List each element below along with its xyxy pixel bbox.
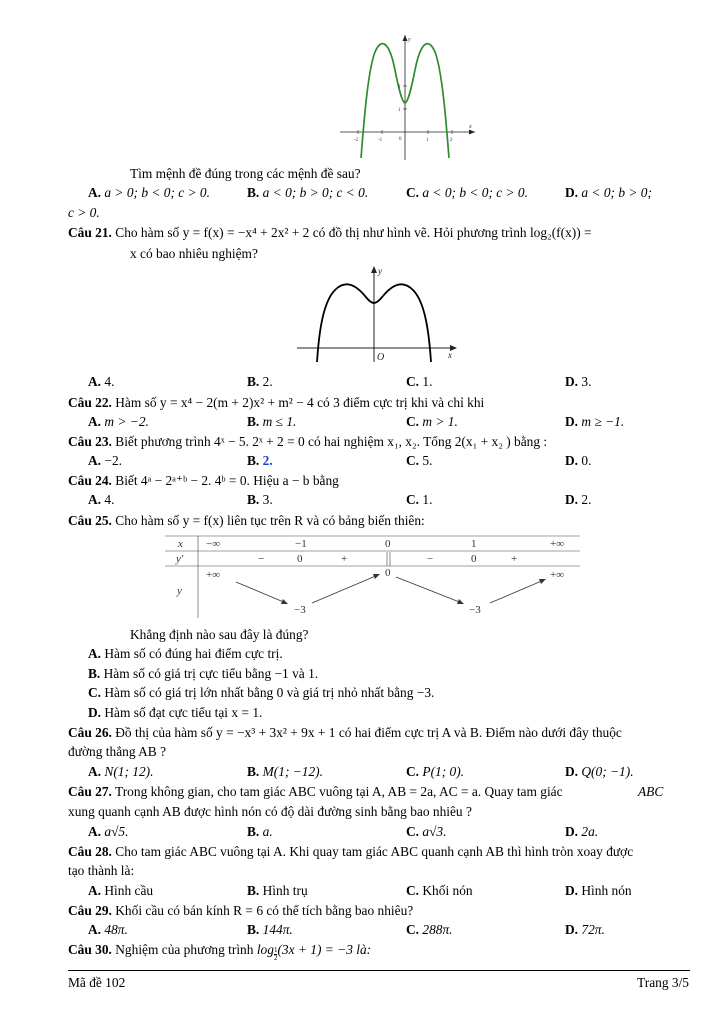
- option-text: −2.: [104, 453, 122, 468]
- option-text: 4.: [104, 492, 115, 507]
- option-letter: D.: [565, 185, 579, 200]
- arrow-head: [539, 579, 546, 584]
- option-letter: D.: [565, 414, 579, 429]
- q26-text: Đồ thị của hàm số y = −x³ + 3x² + 9x + 1 có hai điểm cực trị A và B. Điểm nào dưới đây thuộc: [115, 725, 622, 740]
- q28-line1: [68, 844, 633, 860]
- x-minus-1: −1: [295, 538, 307, 550]
- option-letter: D.: [565, 374, 579, 389]
- question-label: Câu 21.: [68, 225, 112, 240]
- option-text: 5.: [422, 453, 433, 468]
- y-min-left: −3: [294, 604, 306, 616]
- q26-option-c: [406, 764, 464, 780]
- option-text: a > 0; b < 0; c > 0.: [104, 185, 210, 200]
- option-letter: C.: [406, 414, 420, 429]
- q27-option-d: [565, 824, 598, 840]
- q29-option-b: [247, 922, 293, 938]
- footer-rule: [68, 970, 690, 971]
- q27-text: Trong không gian, cho tam giác ABC vuông tại A, AB = 2a, AC = a. Quay tam giác: [115, 784, 563, 799]
- q22-option-b: [247, 414, 296, 430]
- option-letter: B.: [247, 883, 260, 898]
- option-letter: B.: [247, 414, 260, 429]
- option-letter: C.: [406, 824, 420, 839]
- q24-option-d: [565, 492, 591, 508]
- option-letter: B.: [247, 764, 260, 779]
- q28-option-b: [247, 883, 308, 899]
- q23-text: Biết phương trình 4ˣ − 5. 2ˣ + 2 = 0 có hai nghiệm x₁, x₂. Tổng 2(x₁ + x₂ ) bằng :: [115, 434, 548, 449]
- option-letter: D.: [88, 705, 102, 720]
- q25-option-b: [88, 666, 318, 682]
- option-text: 1.: [422, 492, 433, 507]
- option-text: Hàm số có đúng hai điểm cực trị.: [104, 646, 283, 661]
- option-letter: B.: [247, 492, 260, 507]
- question-label: Câu 24.: [68, 473, 112, 488]
- quartic-graph-2: [295, 262, 465, 364]
- y-axis-arrow: [403, 35, 408, 41]
- q27-option-c: [406, 824, 446, 840]
- option-text: 2a.: [581, 824, 599, 839]
- q26-line2: đường thẳng AB ?: [68, 744, 167, 759]
- q22-option-d: [565, 414, 624, 430]
- q20-option-b: [247, 185, 368, 201]
- q27-line1: [68, 784, 563, 800]
- sign-3: +: [341, 553, 348, 565]
- x-pos-inf: +∞: [550, 538, 565, 550]
- q21-line1: [68, 225, 592, 241]
- x-zero: 0: [385, 538, 391, 550]
- option-letter: D.: [565, 922, 579, 937]
- option-text: Hình nón: [581, 883, 632, 898]
- option-letter: C.: [406, 374, 420, 389]
- option-text: N(1; 12).: [104, 764, 154, 779]
- question-label: Câu 29.: [68, 903, 112, 918]
- option-letter: A.: [88, 764, 102, 779]
- question-label: Câu 27.: [68, 784, 112, 799]
- q30-log: log: [256, 942, 274, 957]
- sign-1: −: [258, 553, 265, 565]
- q26-option-b: [247, 764, 323, 780]
- q29-option-d: [565, 922, 605, 938]
- q30-base-num: 1: [273, 946, 278, 954]
- arrow-down-1: [236, 582, 286, 603]
- q29-option-c: [406, 922, 453, 938]
- option-text: 72π.: [581, 922, 605, 937]
- g1-xtick-m1: -1: [378, 138, 383, 143]
- q22-option-a: [88, 414, 149, 430]
- q26-option-d: [565, 764, 634, 780]
- q25-text: Cho hàm số y = f(x) liên tục trên R và có bảng biến thiên:: [115, 513, 425, 528]
- arrow-head: [457, 599, 464, 604]
- option-letter: C.: [406, 492, 420, 507]
- option-text: 3.: [262, 492, 273, 507]
- q24-text: Biết 4ᵃ − 2ᵃ⁺ᵇ − 2. 4ᵇ = 0. Hiệu a − b bằng: [115, 473, 339, 488]
- q26-line1: [68, 725, 622, 741]
- option-letter: C.: [406, 883, 420, 898]
- option-letter: B.: [247, 453, 260, 468]
- q25-option-c: [88, 685, 434, 701]
- g1-origin: 0: [399, 137, 402, 142]
- q21-option-a: [88, 374, 114, 390]
- q23-option-c: [406, 453, 432, 469]
- row-x-label: x: [178, 538, 183, 550]
- q28-option-a: [88, 883, 153, 899]
- y-pos-inf-right: +∞: [550, 569, 565, 581]
- option-text: 1.: [422, 374, 433, 389]
- g1-ytick-1: 1: [398, 108, 401, 113]
- option-text: m > 1.: [422, 414, 458, 429]
- row-yprime-label: y′: [176, 553, 184, 565]
- question-label: Câu 22.: [68, 395, 112, 410]
- q21-option-d: [565, 374, 591, 390]
- arrow-down-2: [396, 577, 462, 603]
- option-text: 4.: [104, 374, 115, 389]
- option-letter: B.: [247, 824, 260, 839]
- q25-option-d: [88, 705, 262, 721]
- option-letter: C.: [406, 453, 420, 468]
- option-letter: A.: [88, 824, 102, 839]
- option-letter: D.: [565, 824, 579, 839]
- g1-xtick-m2: -2: [354, 138, 359, 143]
- row-y-label: y: [177, 585, 182, 597]
- option-text: Q(0; −1).: [581, 764, 634, 779]
- quartic-graph-1: [335, 30, 485, 165]
- option-letter: D.: [565, 492, 579, 507]
- q23-option-b: [247, 453, 273, 469]
- q21-line2: x có bao nhiêu nghiệm?: [130, 246, 258, 261]
- q20-option-d-wrap: c > 0.: [68, 205, 100, 220]
- option-text: 2.: [262, 374, 273, 389]
- q29-option-a: [88, 922, 128, 938]
- option-letter: A.: [88, 492, 102, 507]
- option-text: 3.: [581, 374, 592, 389]
- option-letter: A.: [88, 922, 102, 937]
- q23-option-d: [565, 453, 591, 469]
- option-letter: A.: [88, 414, 102, 429]
- g2-y-label: y: [378, 266, 382, 276]
- option-text: 0.: [581, 453, 592, 468]
- option-letter: B.: [247, 374, 260, 389]
- option-text: 2.: [262, 453, 273, 468]
- q27-line1-abc: ABC: [638, 784, 664, 799]
- arrow-head: [373, 574, 380, 579]
- q25-question: Khẳng định nào sau đây là đúng?: [130, 627, 309, 642]
- question-label: Câu 25.: [68, 513, 112, 528]
- question-label: Câu 26.: [68, 725, 112, 740]
- q30-base-den: 2: [273, 954, 278, 962]
- g1-ytick-2: 2: [398, 85, 401, 90]
- q27-option-a: [88, 824, 128, 840]
- option-letter: B.: [247, 922, 260, 937]
- q29-text: Khối cầu có bán kính R = 6 có thể tích bằng bao nhiêu?: [115, 903, 414, 918]
- option-letter: B.: [88, 666, 101, 681]
- footer-exam-code: Mã đề 102: [68, 975, 126, 990]
- sign-2: 0: [297, 553, 303, 565]
- q28-line2: tạo thành là:: [68, 863, 135, 878]
- q24-option-b: [247, 492, 273, 508]
- option-text: 288π.: [422, 922, 453, 937]
- y-zero: 0: [385, 567, 391, 579]
- option-text: m > −2.: [104, 414, 149, 429]
- option-letter: C.: [88, 685, 102, 700]
- sign-5: −: [427, 553, 434, 565]
- q25-option-a: [88, 646, 283, 662]
- sign-7: +: [511, 553, 518, 565]
- option-text: Hàm số đạt cực tiểu tại x = 1.: [104, 705, 263, 720]
- option-letter: A.: [88, 883, 102, 898]
- q28-option-c: [406, 883, 473, 899]
- q22-option-c: [406, 414, 458, 430]
- q24-stem: [68, 473, 339, 489]
- arrow-up-2: [490, 580, 544, 603]
- g2-x-label: x: [448, 350, 452, 360]
- q30-text-a: Nghiệm của phương trình: [115, 942, 254, 957]
- q24-option-a: [88, 492, 114, 508]
- q30-stem: [68, 942, 371, 962]
- option-letter: B.: [247, 185, 260, 200]
- q30-text-b: (3x + 1) = −3 là:: [277, 942, 372, 957]
- option-text: 144π.: [262, 922, 293, 937]
- y-axis-arrow: [371, 266, 377, 273]
- option-text: Khối nón: [422, 883, 473, 898]
- g1-xtick-2: 2: [450, 138, 453, 143]
- q22-stem: [68, 395, 484, 411]
- option-letter: D.: [565, 764, 579, 779]
- q20-option-c: [406, 185, 528, 201]
- option-letter: A.: [88, 453, 102, 468]
- g1-xtick-1: 1: [426, 138, 429, 143]
- q22-text: Hàm số y = x⁴ − 2(m + 2)x² + m² − 4 có 3 điểm cực trị khi và chỉ khi: [115, 395, 485, 410]
- q27-line2: xung quanh cạnh AB được hình nón có độ dài đường sinh bằng bao nhiêu ?: [68, 804, 472, 819]
- q21-option-b: [247, 374, 273, 390]
- y-min-right: −3: [469, 604, 481, 616]
- g2-origin: O: [377, 352, 385, 363]
- q20-option-a: [88, 185, 210, 201]
- option-text: 48π.: [104, 922, 128, 937]
- q23-option-a: [88, 453, 122, 469]
- option-text: Hàm số có giá trị lớn nhất bằng 0 và giá trị nhỏ nhất bằng −3.: [104, 685, 435, 700]
- option-text: a < 0; b > 0; c < 0.: [262, 185, 369, 200]
- option-letter: A.: [88, 646, 102, 661]
- x-neg-inf: −∞: [206, 538, 221, 550]
- option-text: a√5.: [104, 824, 129, 839]
- q23-stem: [68, 434, 547, 450]
- sign-6: 0: [471, 553, 477, 565]
- q29-stem: [68, 903, 413, 919]
- option-text: m ≥ −1.: [581, 414, 625, 429]
- option-letter: C.: [406, 922, 420, 937]
- g1-y-label: y: [408, 37, 411, 43]
- y-pos-inf-left: +∞: [206, 569, 221, 581]
- x-one: 1: [471, 538, 477, 550]
- option-text: a.: [262, 824, 273, 839]
- x-axis-arrow: [469, 130, 475, 135]
- option-text: a < 0; b < 0; c > 0.: [422, 185, 528, 200]
- option-letter: D.: [565, 883, 579, 898]
- q25-stem: [68, 513, 425, 529]
- arrow-up-1: [312, 575, 378, 603]
- g1-x-label: x: [469, 124, 472, 130]
- q28-option-d: [565, 883, 632, 899]
- option-text: Hình trụ: [262, 883, 308, 898]
- arrow-head: [281, 599, 288, 604]
- option-letter: C.: [406, 764, 420, 779]
- option-letter: D.: [565, 453, 579, 468]
- q20-stem: Tìm mệnh đề đúng trong các mệnh đề sau?: [130, 166, 361, 181]
- q20-option-d: [565, 185, 652, 201]
- option-text: M(1; −12).: [262, 764, 323, 779]
- option-text: P(1; 0).: [422, 764, 465, 779]
- question-label: Câu 28.: [68, 844, 112, 859]
- q21-option-c: [406, 374, 432, 390]
- option-text: Hàm số có giá trị cực tiểu bằng −1 và 1.: [103, 666, 319, 681]
- option-letter: A.: [88, 374, 102, 389]
- q28-text: Cho tam giác ABC vuông tại A. Khi quay tam giác ABC quanh cạnh AB thì hình tròn xoay được: [115, 844, 634, 859]
- option-text: Hình cầu: [104, 883, 154, 898]
- option-letter: A.: [88, 185, 102, 200]
- q21-stem: Cho hàm số y = f(x) = −x⁴ + 2x² + 2 có đồ thị như hình vẽ. Hỏi phương trình log₂(f(x)) =: [115, 225, 592, 240]
- option-text: a < 0; b > 0;: [581, 185, 652, 200]
- option-text: a√3.: [422, 824, 447, 839]
- q27-option-b: [247, 824, 273, 840]
- variation-table: [160, 532, 585, 620]
- q24-option-c: [406, 492, 432, 508]
- option-text: 2.: [581, 492, 592, 507]
- q26-option-a: [88, 764, 153, 780]
- question-label: Câu 30.: [68, 942, 112, 957]
- question-label: Câu 23.: [68, 434, 112, 449]
- footer-page-number: Trang 3/5: [637, 975, 689, 990]
- option-text: m ≤ 1.: [262, 414, 297, 429]
- option-letter: C.: [406, 185, 420, 200]
